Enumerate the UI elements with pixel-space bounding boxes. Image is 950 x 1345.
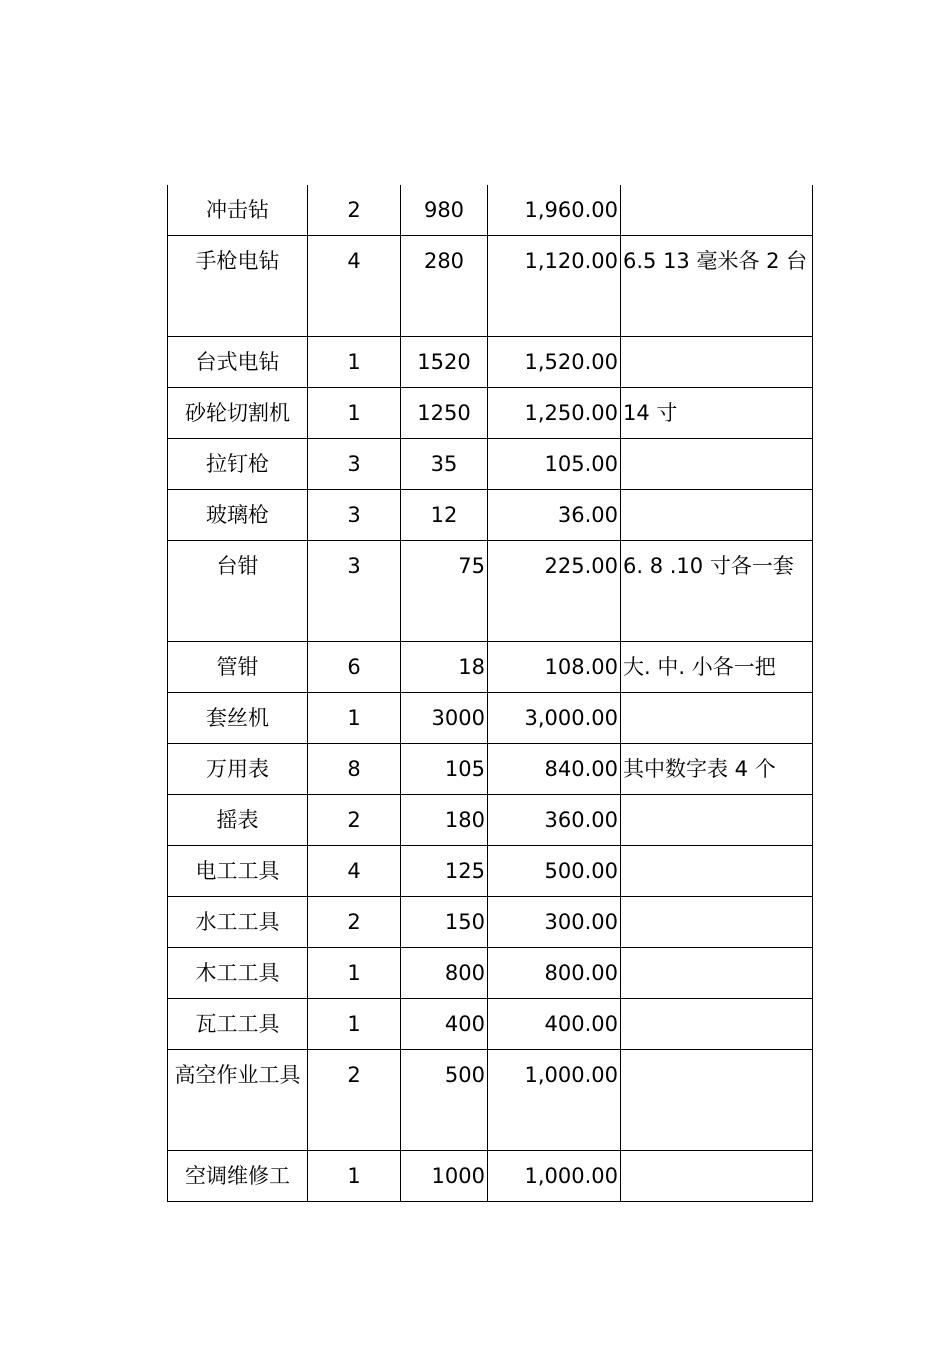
item-quantity: 3 [308, 439, 401, 490]
item-unit-price: 180 [401, 795, 488, 846]
table-row [168, 897, 813, 948]
item-name: 台钳 [168, 541, 308, 642]
item-total: 400.00 [488, 999, 621, 1050]
item-name: 摇表 [168, 795, 308, 846]
item-note [621, 439, 813, 490]
item-note [621, 846, 813, 897]
item-note: 6. 8 .10 寸各一套 [621, 541, 813, 642]
item-total: 108.00 [488, 642, 621, 693]
item-total: 800.00 [488, 948, 621, 999]
item-quantity: 2 [308, 1050, 401, 1151]
item-note [621, 1050, 813, 1151]
item-quantity: 4 [308, 846, 401, 897]
table-row [168, 693, 813, 744]
item-name: 拉钉枪 [168, 439, 308, 490]
item-total: 225.00 [488, 541, 621, 642]
item-name: 台式电钻 [168, 337, 308, 388]
item-note [621, 337, 813, 388]
item-quantity: 2 [308, 897, 401, 948]
table-row [168, 948, 813, 999]
table-row [168, 337, 813, 388]
item-unit-price: 105 [401, 744, 488, 795]
item-name: 砂轮切割机 [168, 388, 308, 439]
item-quantity: 6 [308, 642, 401, 693]
item-unit-price: 500 [401, 1050, 488, 1151]
item-note: 6.5 13 毫米各 2 台 [621, 236, 813, 337]
table-row [168, 541, 813, 642]
item-unit-price: 800 [401, 948, 488, 999]
item-note: 大. 中. 小各一把 [621, 642, 813, 693]
item-quantity: 1 [308, 337, 401, 388]
item-name: 套丝机 [168, 693, 308, 744]
item-total: 1,520.00 [488, 337, 621, 388]
table-row [168, 1151, 813, 1202]
item-unit-price: 150 [401, 897, 488, 948]
item-name: 万用表 [168, 744, 308, 795]
item-quantity: 3 [308, 490, 401, 541]
item-unit-price: 12 [401, 490, 488, 541]
item-unit-price: 75 [401, 541, 488, 642]
item-unit-price: 35 [401, 439, 488, 490]
table-row [168, 236, 813, 337]
item-unit-price: 18 [401, 642, 488, 693]
item-quantity: 1 [308, 948, 401, 999]
item-quantity: 2 [308, 185, 401, 236]
item-unit-price: 1000 [401, 1151, 488, 1202]
item-quantity: 1 [308, 693, 401, 744]
item-unit-price: 980 [401, 185, 488, 236]
table-row [168, 490, 813, 541]
item-note: 其中数字表 4 个 [621, 744, 813, 795]
item-total: 1,120.00 [488, 236, 621, 337]
item-unit-price: 280 [401, 236, 488, 337]
table-row [168, 439, 813, 490]
item-note: 14 寸 [621, 388, 813, 439]
item-name: 高空作业工具 [168, 1050, 308, 1151]
item-total: 1,000.00 [488, 1050, 621, 1151]
item-unit-price: 3000 [401, 693, 488, 744]
item-total: 105.00 [488, 439, 621, 490]
table-row [168, 795, 813, 846]
item-quantity: 4 [308, 236, 401, 337]
table-row [168, 1050, 813, 1151]
table-row [168, 388, 813, 439]
item-unit-price: 1250 [401, 388, 488, 439]
item-name: 瓦工工具 [168, 999, 308, 1050]
item-total: 840.00 [488, 744, 621, 795]
item-note [621, 1151, 813, 1202]
item-note [621, 897, 813, 948]
item-total: 36.00 [488, 490, 621, 541]
item-note [621, 795, 813, 846]
item-note [621, 948, 813, 999]
table-row [168, 642, 813, 693]
item-quantity: 1 [308, 388, 401, 439]
item-total: 1,960.00 [488, 185, 621, 236]
item-name: 水工工具 [168, 897, 308, 948]
item-note [621, 999, 813, 1050]
item-name: 管钳 [168, 642, 308, 693]
table-row [168, 185, 813, 236]
item-name: 冲击钻 [168, 185, 308, 236]
item-quantity: 8 [308, 744, 401, 795]
item-unit-price: 125 [401, 846, 488, 897]
item-total: 360.00 [488, 795, 621, 846]
item-quantity: 1 [308, 1151, 401, 1202]
item-total: 500.00 [488, 846, 621, 897]
item-note [621, 490, 813, 541]
item-note [621, 693, 813, 744]
item-quantity: 2 [308, 795, 401, 846]
item-total: 300.00 [488, 897, 621, 948]
item-total: 1,000.00 [488, 1151, 621, 1202]
item-quantity: 1 [308, 999, 401, 1050]
item-name: 木工工具 [168, 948, 308, 999]
item-name: 电工工具 [168, 846, 308, 897]
item-unit-price: 1520 [401, 337, 488, 388]
item-name: 手枪电钻 [168, 236, 308, 337]
tool-cost-table [167, 185, 813, 1202]
item-name: 玻璃枪 [168, 490, 308, 541]
item-total: 3,000.00 [488, 693, 621, 744]
item-name: 空调维修工 [168, 1151, 308, 1202]
item-total: 1,250.00 [488, 388, 621, 439]
table-row [168, 744, 813, 795]
item-unit-price: 400 [401, 999, 488, 1050]
item-quantity: 3 [308, 541, 401, 642]
table-row [168, 846, 813, 897]
table-row [168, 999, 813, 1050]
item-note [621, 185, 813, 236]
